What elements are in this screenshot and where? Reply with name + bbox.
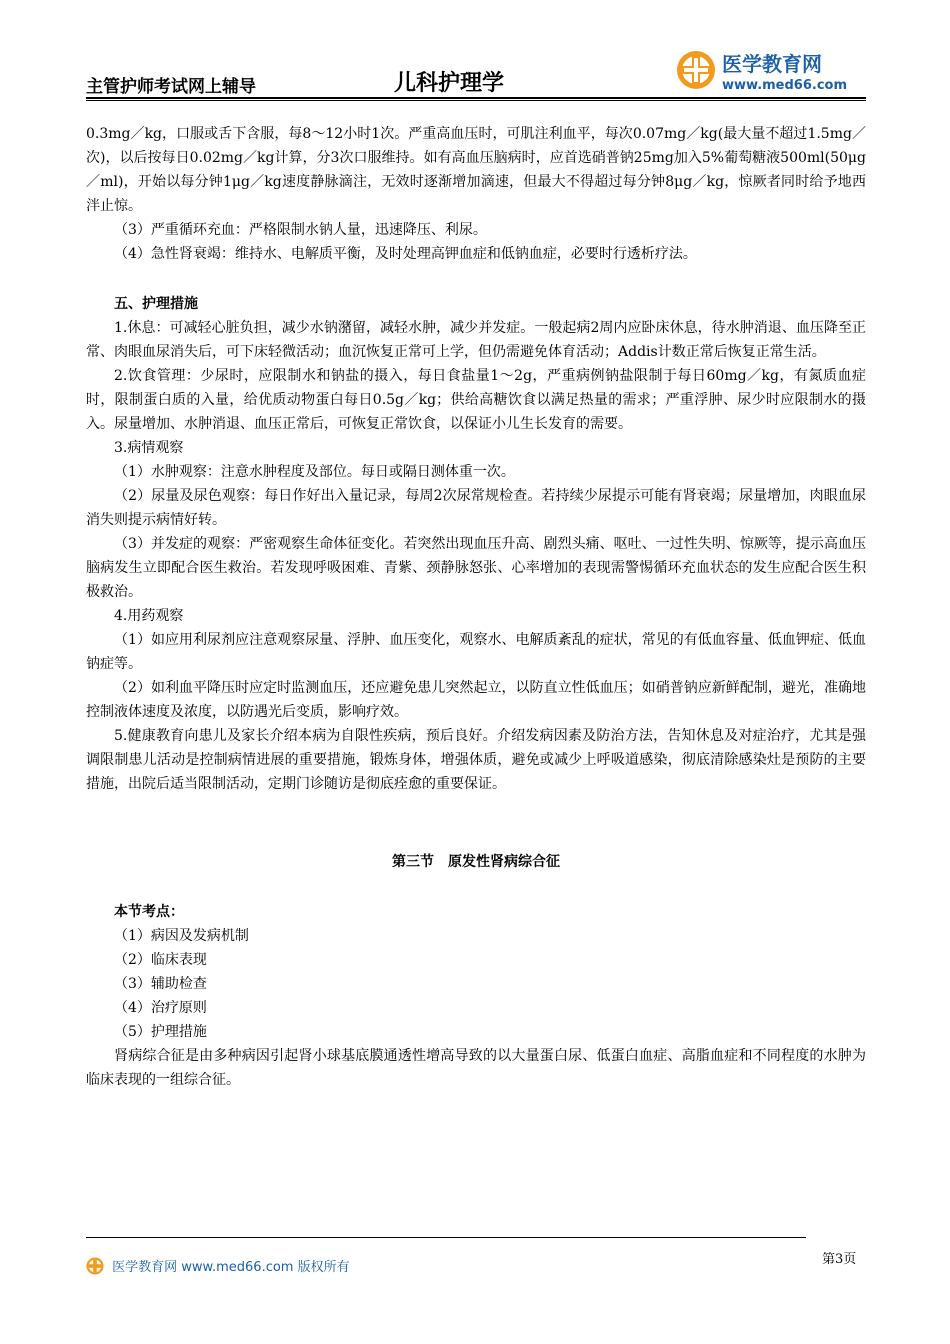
paragraph-reserpine: （2）如利血平降压时应定时监测血压，还应避免患儿突然起立，以防直立性低血压；如硝普钠应新鲜配制，避光，准确地控制液体速度及浓度，以防遇光后变质，影响疗效。: [86, 680, 866, 720]
paragraph-diet: 2.饮食管理：少尿时，应限制水和钠盐的摄入，每日食盐量1～2g，严重病例钠盐限制于每日60mg／kg，有氮质血症时，限制蛋白质的入量，给优质动物蛋白每日0.5g／kg；供给高糖饮食以满足热量的需求；严重浮肿、尿少时应限制水的摄入。尿量增加、水肿消退、血压正常后，可恢复正常饮食，以保证小儿生长发育的需要。: [86, 368, 866, 432]
paragraph-circulatory-congestion: （3）严重循环充血：严格限制水钠人量，迅速降压、利尿。: [114, 222, 487, 238]
page-header: [86, 46, 866, 98]
header-subject-title: 儿科护理学: [394, 71, 505, 96]
header-course-title: 主管护师考试网上辅导: [86, 77, 256, 97]
footer-copyright: [86, 1256, 350, 1276]
paragraph-edema-observation: （1）水肿观察：注意水肿程度及部位。每日或隔日测体重一次。: [114, 464, 515, 480]
key-point-item: （4）治疗原则: [114, 1000, 207, 1016]
key-point-item: （3）辅助检查: [114, 976, 207, 992]
logo-url: www.med66.com: [722, 78, 848, 93]
footer-logo-icon: [86, 1257, 104, 1275]
page-content: [86, 122, 866, 1092]
section-heading-nursing-measures: 五、护理措施: [114, 296, 198, 312]
logo-name: 医学教育网: [722, 52, 822, 76]
header-divider: [86, 97, 866, 101]
paragraph-rest: 1.休息：可减轻心脏负担，减少水钠潴留，减轻水肿，减少并发症。一般起病2周内应卧床休息，待水肿消退、血压降至正常、肉眼血尿消失后，可下床轻微活动；血沉恢复正常可上学，但仍需避免体育活动；Addis计数正常后恢复正常生活。: [86, 320, 866, 360]
logo-cross-icon: [676, 50, 716, 90]
footer-copyright-text: 医学教育网 www.med66.com 版权所有: [112, 1260, 350, 1275]
site-logo: [676, 46, 866, 98]
paragraph-nephrotic-definition: 肾病综合征是由多种病因引起肾小球基底膜通透性增高导致的以大量蛋白尿、低蛋白血症、高脂血症和不同程度的水肿为临床表现的一组综合征。: [86, 1048, 866, 1088]
page-number: 第3页: [822, 1252, 857, 1267]
paragraph-complication-observation: （3）并发症的观察：严密观察生命体征变化。若突然出现血压升高、剧烈头痛、呕吐、一过性失明、惊厥等，提示高血压脑病发生立即配合医生救治。若发现呼吸困难、青紫、颈静脉怒张、心率增加的表现需警惕循环充血状态的发生应配合医生积极救治。: [86, 536, 866, 600]
paragraph-medication-heading: 4.用药观察: [114, 608, 184, 624]
key-point-item: （5）护理措施: [114, 1024, 207, 1040]
paragraph-urine-observation: （2）尿量及尿色观察：每日作好出入量记录，每周2次尿常规检查。若持续少尿提示可能有肾衰竭；尿量增加，肉眼血尿消失则提示病情好转。: [86, 488, 866, 528]
key-point-item: （2）临床表现: [114, 952, 207, 968]
key-point-item: （1）病因及发病机制: [114, 928, 249, 944]
paragraph-diuretic: （1）如应用利尿剂应注意观察尿量、浮肿、血压变化，观察水、电解质紊乱的症状，常见的有低血容量、低血钾症、低血钠症等。: [86, 632, 866, 672]
chapter-section-title: 第三节 原发性肾病综合征: [392, 854, 560, 870]
paragraph-renal-failure: （4）急性肾衰竭：维持水、电解质平衡，及时处理高钾血症和低钠血症，必要时行透析疗法。: [114, 246, 697, 262]
paragraph-health-education: 5.健康教育向患儿及家长介绍本病为自限性疾病，预后良好。介绍发病因素及防治方法，告知休息及对症治疗，尤其是强调限制患儿活动是控制病情进展的重要措施，锻炼身体，增强体质，避免或减少上呼吸道感染，彻底清除感染灶是预防的主要措施，出院后适当限制活动，定期门诊随访是彻底痊愈的重要保证。: [86, 728, 866, 792]
footer-divider: [86, 1237, 806, 1238]
key-points-heading: 本节考点：: [114, 904, 184, 920]
paragraph-hypertension-treatment: 0.3mg／kg，口服或舌下含服，每8～12小时1次。严重高血压时，可肌注利血平，每次0.07mg／kg(最大量不超过1.5mg／次)，以后按每日0.02mg／kg计算，分3次口服维持。如有高血压脑病时，应首选硝普钠25mg加入5%葡萄糖液500ml(50μg／ml)，开始以每分钟1μg／kg速度静脉滴注，无效时逐渐增加滴速，但最大不得超过每分钟8μg／kg，惊厥者同时给予地西泮止惊。: [86, 126, 866, 214]
paragraph-observation-heading: 3.病情观察: [114, 440, 184, 456]
